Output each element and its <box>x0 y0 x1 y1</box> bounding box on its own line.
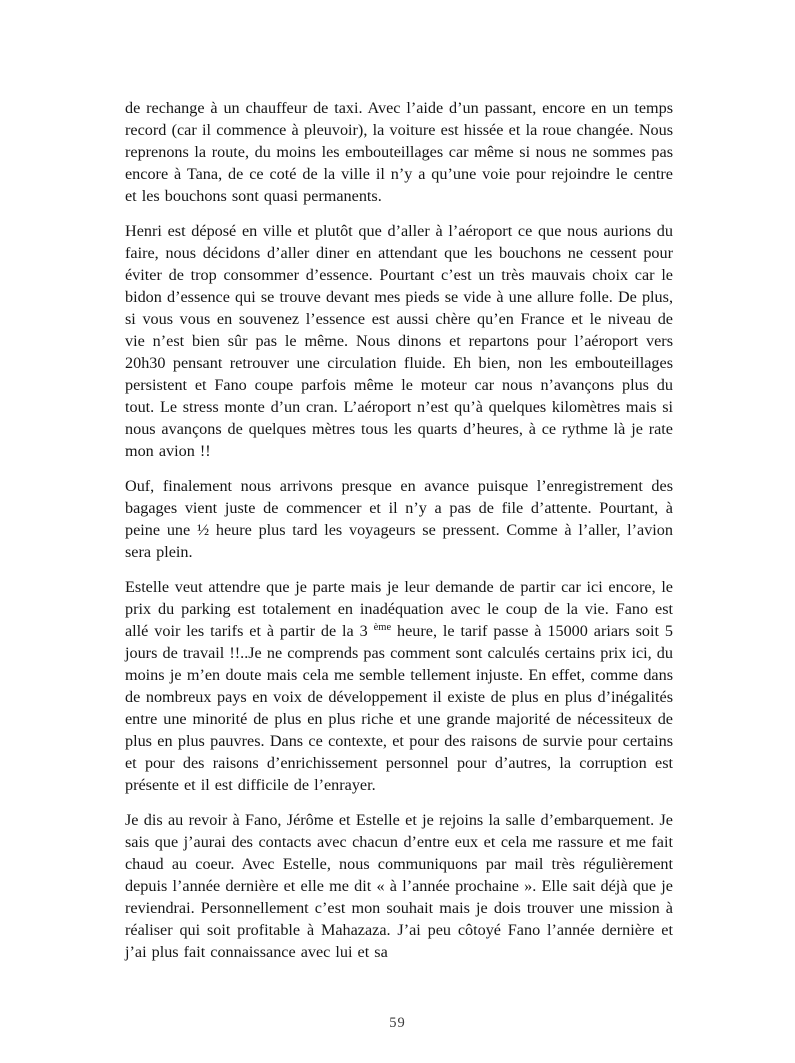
paragraph-henri-traffic: Henri est déposé en ville et plutôt que d’aller à l’aéroport ce que nous aurions du faire, nous décidons d’aller diner en attendant que les bouchons ne cessent pour éviter de trop consommer d’essence. Pourtant c’est un très mauvais choix car le bidon d’essence qui se trouve devant mes pieds se vide à une allure folle. De plus, si vous vous en souvenez l’essence est aussi chère qu’en France et le niveau de vie n’est bien sûr pas le même. Nous dinons et repartons pour l’aéroport vers 20h30 pensant retrouver une circulation fluide. Eh bien, non les embouteillages persistent et Fano coupe parfois même le moteur car nous n’avançons plus du tout. Le stress monte d’un cran. L’aéroport n’est qu’à quelques kilomètres mais si nous avançons de quelques mètres tous les quarts d’heures, à ce rythme là je rate mon avion !! <box>125 222 673 460</box>
page-body <box>125 97 673 976</box>
ordinal-superscript: ème <box>373 622 392 633</box>
paragraph-taxi-repair: de rechange à un chauffeur de taxi. Avec l’aide d’un passant, encore en un temps record (car il commence à pleuvoir), la voiture est hissée et la roue changée. Nous reprenons la route, du moins les embouteillages car même si nous ne sommes pas encore à Tana, de ce coté de la ville il n’y a qu’une voie pour rejoindre le centre et les bouchons sont quasi permanents. <box>125 99 673 205</box>
paragraph-parking-corruption <box>125 576 673 796</box>
paragraph-text-after-superscript: heure, le tarif passe à 15000 ariars soit 5 jours de travail !!..Je ne comprends pas comment sont calculés certains prix ici, du moins je m’en doute mais cela me semble tellement injuste. En effet, comme dans de nombreux pays en voix de développement il existe de plus en plus d’inégalités entre une minorité de plus en plus riche et une grande majorité de nécessiteux de plus en plus pauvres. Dans ce contexte, et pour des raisons de survie pour certains et pour des raisons d’enrichissement personnel pour d’autres, la corruption est présente et il est difficile de l’enrayer. <box>125 622 673 794</box>
paragraph-farewell: Je dis au revoir à Fano, Jérôme et Estelle et je rejoins la salle d’embarquement. Je sais que j’aurai des contacts avec chacun d’entre eux et cela me rassure et me fait chaud au coeur. Avec Estelle, nous communiquons par mail très régulièrement depuis l’année dernière et elle me dit « à l’année prochaine ». Elle sait déjà que je reviendrai. Personnellement c’est mon souhait mais je dois trouver une mission à réaliser qui soit profitable à Mahazaza. J’ai peu côtoyé Fano l’année dernière et j’ai plus fait connaissance avec lui et sa <box>125 811 673 961</box>
page-footer <box>0 1014 795 1032</box>
paragraph-airport-checkin: Ouf, finalement nous arrivons presque en avance puisque l’enregistrement des bagages vient juste de commencer et il n’y a pas de file d’attente. Pourtant, à peine une ½ heure plus tard les voyageurs se pressent. Comme à l’aller, l’avion sera plein. <box>125 477 673 561</box>
paragraph-text-before-superscript: Estelle veut attendre que je parte mais je leur demande de partir car ici encore, le prix du parking est totalement en inadéquation avec le coup de la vie. Fano est allé voir les tarifs et à partir de la 3 <box>125 578 673 640</box>
page-number: 59 <box>389 1015 406 1031</box>
